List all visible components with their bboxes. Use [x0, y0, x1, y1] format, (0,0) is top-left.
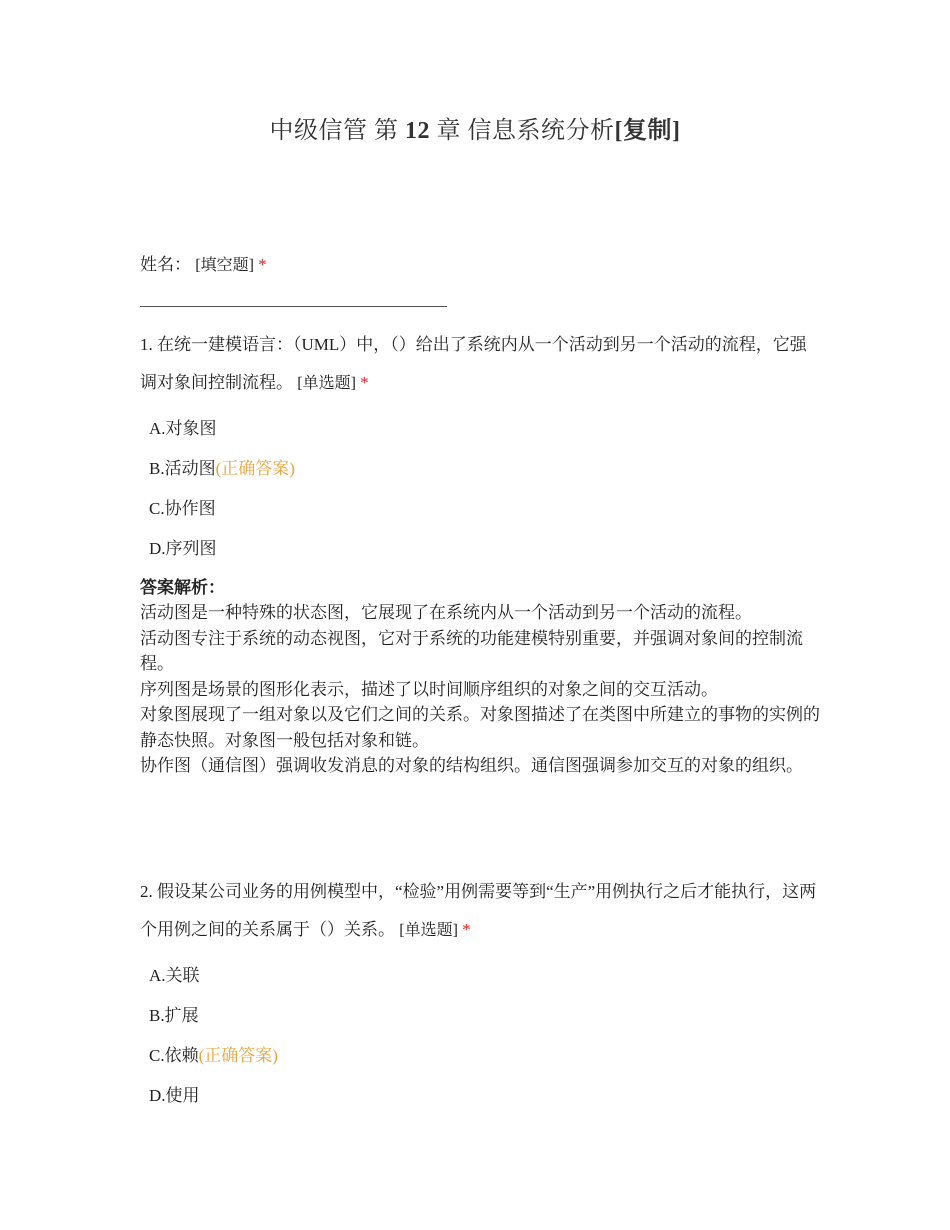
required-mark: *: [258, 255, 267, 274]
title-prefix: 中级信管 第: [269, 118, 405, 144]
page-title: [0, 110, 950, 145]
analysis-paragraph: 活动图是一种特殊的状态图，它展现了在系统内从一个活动到另一个活动的流程。: [140, 603, 752, 622]
title-suffix: [复制]: [614, 118, 681, 144]
option-b[interactable]: B.扩展: [149, 1006, 199, 1025]
question-type: [单选题]: [399, 922, 458, 939]
question-1: [140, 326, 820, 403]
question-type: [单选题]: [297, 375, 356, 392]
name-input-line[interactable]: [140, 306, 447, 307]
option-d[interactable]: D.序列图: [149, 539, 217, 558]
correct-answer-tag: (正确答案): [198, 1046, 278, 1065]
analysis-paragraph: 对象图展现了一组对象以及它们之间的关系。对象图描述了在类图中所建立的事物的实例的静态快照。对象图一般包括对象和链。: [140, 705, 820, 750]
option-b[interactable]: B.活动图(正确答案): [149, 459, 295, 478]
title-chapter: 12: [405, 118, 430, 144]
required-mark: *: [360, 373, 369, 392]
question-text: 在统一建模语言：（UML）中，（）给出了系统内从一个活动到另一个活动的流程，它强调对象间控制流程。: [140, 335, 807, 392]
question-text: 假设某公司业务的用例模型中，“检验”用例需要等到“生产”用例执行之后才能执行，这两个用例之间的关系属于（）关系。: [140, 882, 817, 939]
required-mark: *: [462, 920, 471, 939]
question-number: 2.: [140, 882, 153, 901]
option-d[interactable]: D.使用: [149, 1086, 200, 1105]
analysis-paragraph: 协作图（通信图）强调收发消息的对象的结构组织。通信图强调参加交互的对象的组织。: [140, 756, 803, 775]
option-c[interactable]: C.协作图: [149, 499, 216, 518]
title-middle: 章 信息系统分析: [430, 118, 615, 144]
option-c[interactable]: C.依赖(正确答案): [149, 1046, 278, 1065]
name-field-type: [填空题]: [195, 257, 254, 274]
answer-analysis: [140, 576, 820, 779]
option-a[interactable]: A.对象图: [149, 419, 217, 438]
correct-answer-tag: (正确答案): [215, 459, 295, 478]
analysis-paragraph: 序列图是场景的图形化表示，描述了以时间顺序组织的对象之间的交互活动。: [140, 679, 718, 699]
question-number: 1.: [140, 335, 153, 354]
analysis-paragraph: 活动图专注于系统的动态视图，它对于系统的功能建模特别重要，并强调对象间的控制流程。: [140, 628, 803, 673]
name-label: 姓名：: [140, 255, 191, 274]
analysis-heading: 答案解析：: [140, 578, 225, 597]
question-2: [140, 873, 820, 950]
option-a[interactable]: A.关联: [149, 966, 200, 985]
name-field-label: [140, 250, 267, 275]
